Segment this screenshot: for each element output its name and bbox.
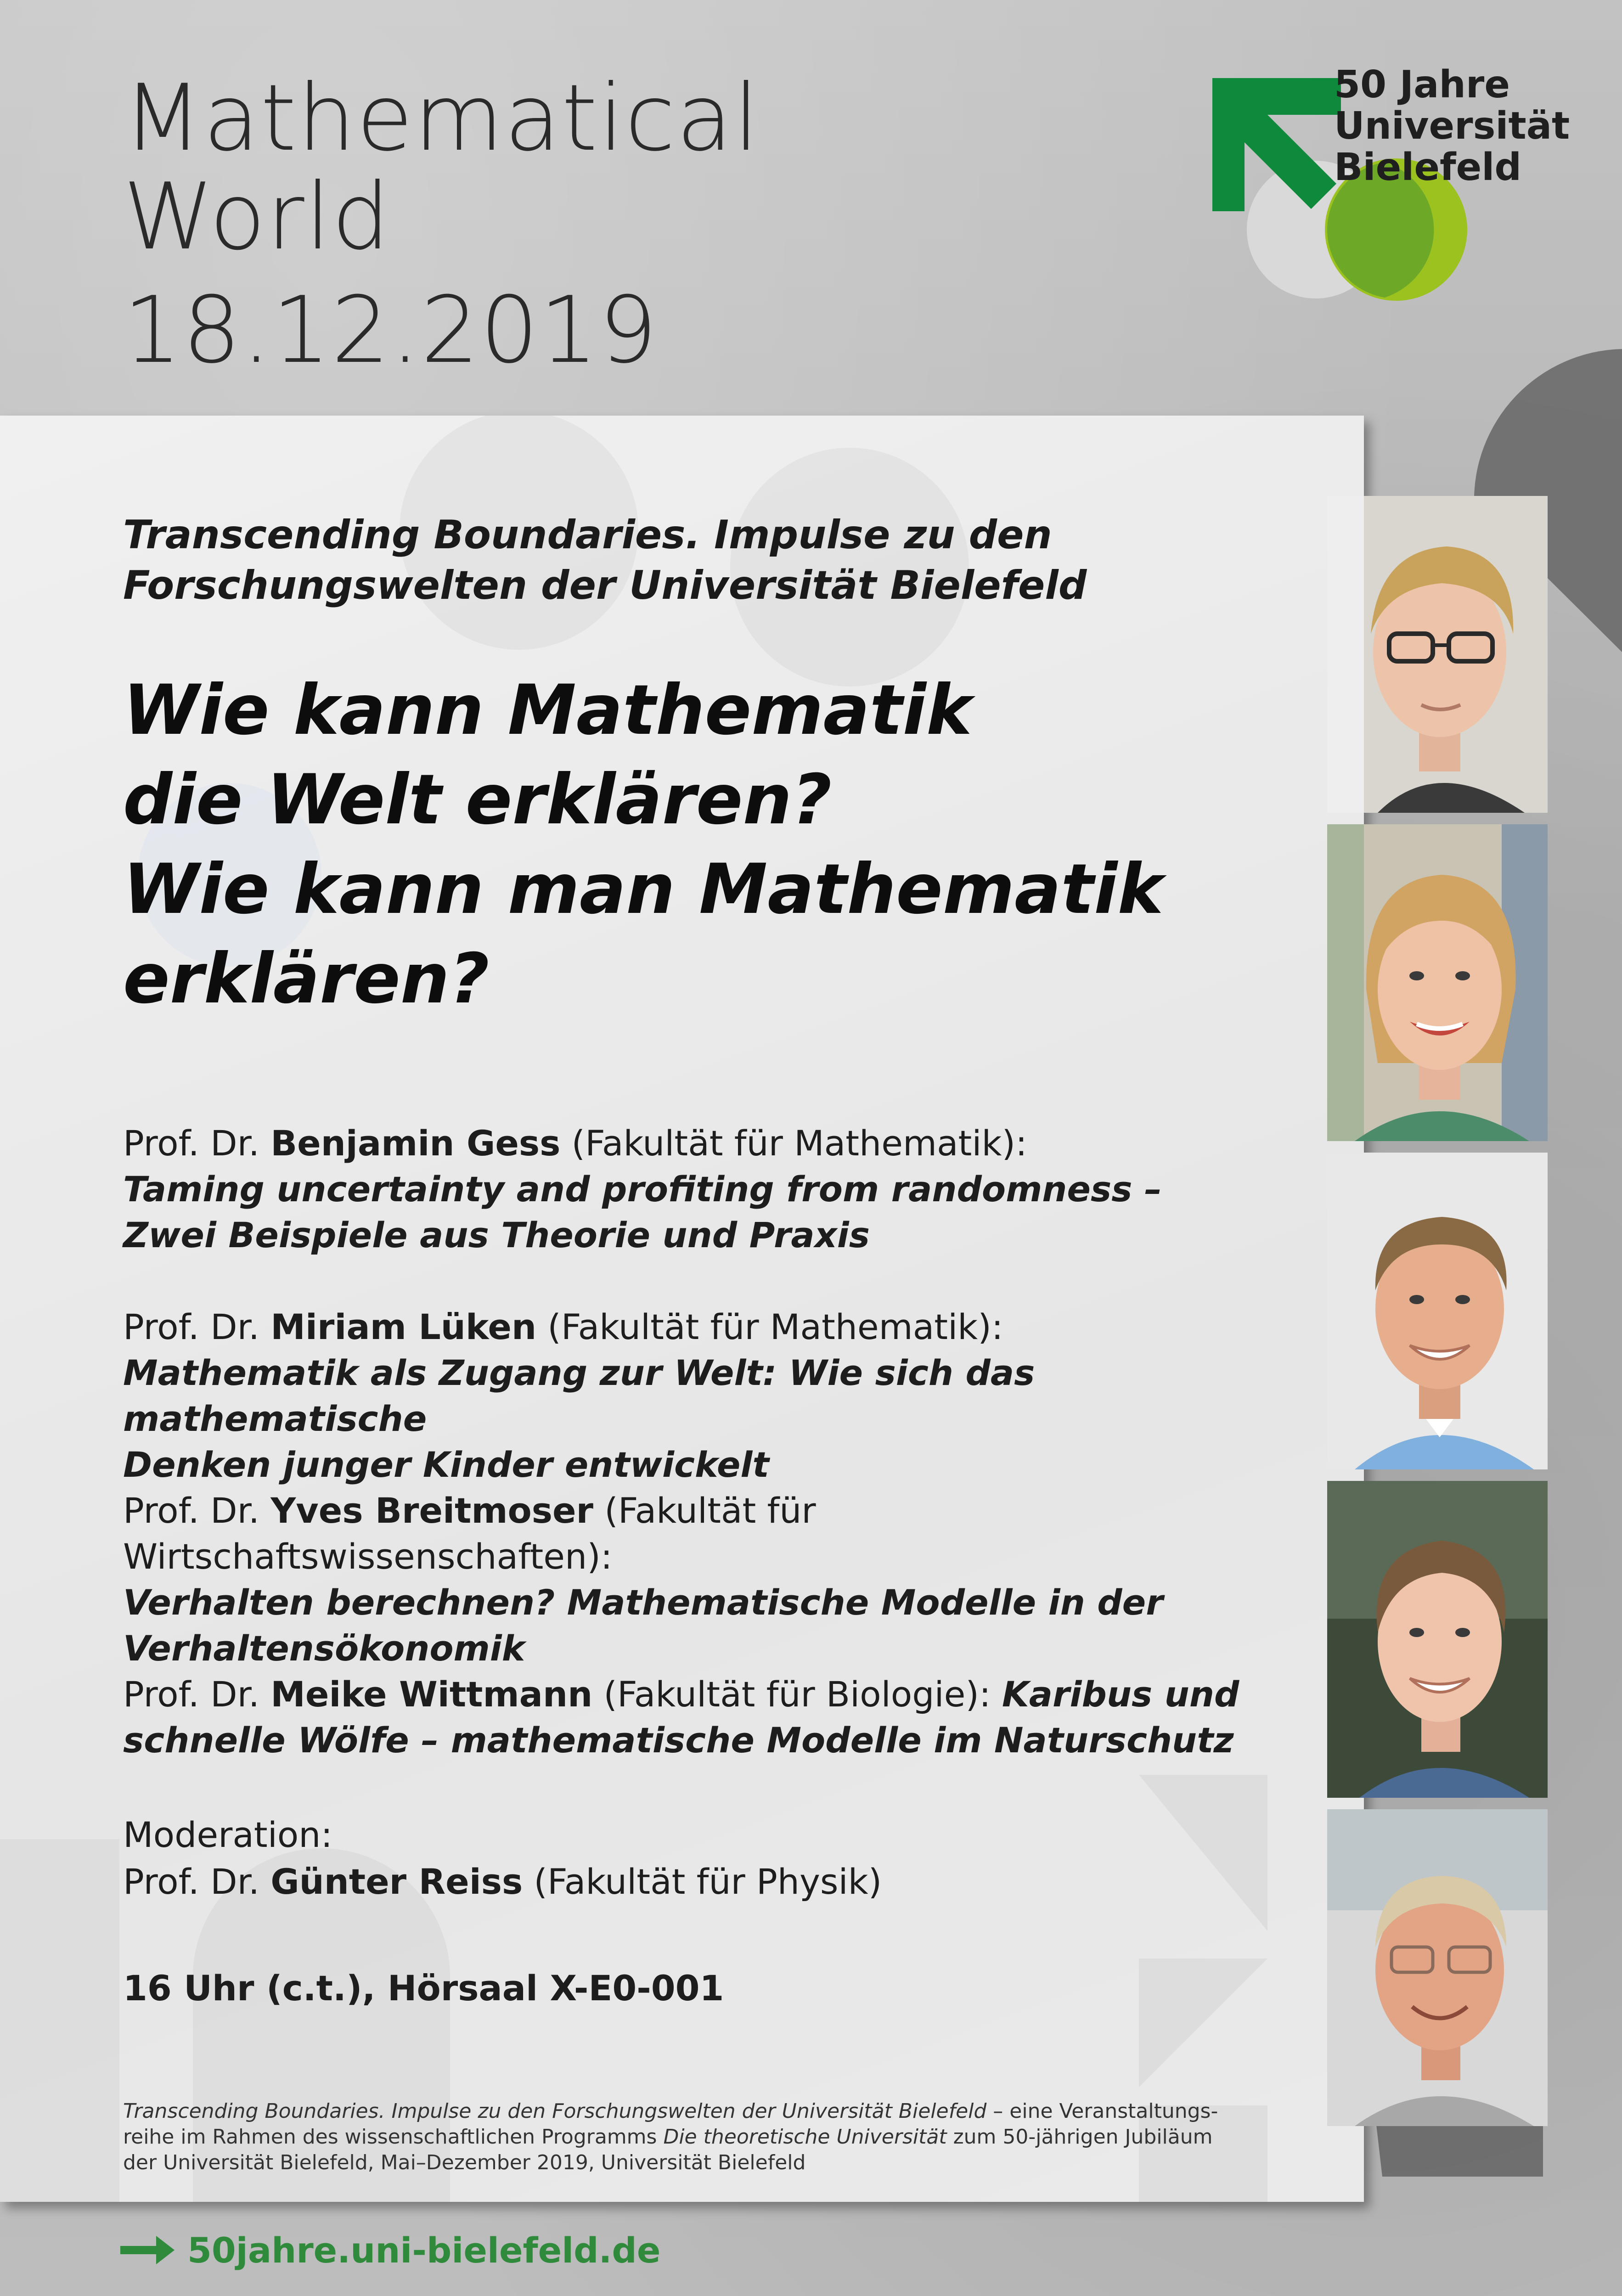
talk-lueken: [123, 1304, 1280, 1488]
talk-breitmoser: [123, 1488, 1280, 1671]
footnote: [123, 2099, 1299, 2176]
series-title: [123, 510, 1087, 611]
talk-topic-line-1: Verhalten berechnen? Mathematische Modelle in der: [123, 1582, 1163, 1623]
title-line-2: World: [123, 163, 391, 270]
main-question-heading: [123, 666, 1271, 1024]
website-url[interactable]: 50jahre.uni-bielefeld.de: [187, 2229, 661, 2271]
talk-topic-line-2: Denken junger Kinder entwickelt: [123, 1444, 769, 1485]
speaker-title: Prof. Dr.: [123, 1306, 271, 1347]
time-and-location: 16 Uhr (c.t.), Hörsaal X-E0-001: [123, 1968, 724, 2009]
speaker-photo-gess: [1327, 496, 1548, 813]
moderator-name: Günter Reiss: [270, 1861, 523, 1902]
speaker-name: Benjamin Gess: [270, 1123, 561, 1164]
footnote-text-3: zum 50-jährigen Jubiläum: [946, 2125, 1213, 2149]
talk-topic-line-1: Karibus und: [1002, 1674, 1239, 1715]
speaker-photo-wittmann: [1327, 1481, 1548, 1798]
speaker-photo-lueken: [1327, 824, 1548, 1141]
speaker-affiliation: (Fakultät für Wirtschaftswissenschaften):: [123, 1490, 816, 1577]
speaker-affiliation: (Fakultät für Mathematik):: [560, 1123, 1027, 1164]
question-line-1: Wie kann Mathematik: [123, 670, 972, 750]
series-title-line-2: Forschungswelten der Universität Bielefeld: [123, 563, 1087, 608]
talk-wittmann: [123, 1671, 1280, 1763]
talk-topic-line-1: Taming uncertainty and profiting from randomness –: [123, 1169, 1162, 1210]
speaker-photo-reiss: [1327, 1809, 1548, 2126]
moderator-title: Prof. Dr.: [123, 1861, 271, 1902]
footnote-text-2: reihe im Rahmen des wissenschaftlichen Programms: [123, 2125, 664, 2149]
speaker-title: Prof. Dr.: [123, 1674, 271, 1715]
speaker-affiliation: (Fakultät für Mathematik):: [536, 1306, 1003, 1347]
moderator-affiliation: (Fakultät für Physik): [523, 1861, 882, 1902]
question-line-2: die Welt erklären?: [123, 760, 832, 840]
logo-line-1: 50 Jahre: [1334, 63, 1510, 107]
event-title: [123, 65, 760, 384]
moderation-block: [123, 1812, 882, 1905]
speaker-photo-breitmoser: [1327, 1153, 1548, 1469]
talk-topic-line-2: schnelle Wölfe – mathematische Modelle im Naturschutz: [123, 1720, 1234, 1761]
title-line-1: Mathematical: [123, 65, 760, 172]
question-line-3: Wie kann man Mathematik: [123, 850, 1164, 929]
footnote-series-name: Transcending Boundaries. Impulse zu den Forschungswelten der Universität Bielefeld: [123, 2099, 987, 2123]
speaker-title: Prof. Dr.: [123, 1490, 271, 1531]
talk-topic-line-2: Verhaltensökonomik: [123, 1628, 525, 1669]
event-date: 18.12.2019: [123, 277, 659, 384]
talk-gess: [123, 1120, 1280, 1258]
logo-wordmark: [1334, 64, 1570, 188]
speaker-name: Yves Breitmoser: [270, 1490, 594, 1531]
footnote-program-name: Die theoretische Universität: [663, 2125, 947, 2149]
arrow-right-icon: [120, 2234, 175, 2266]
speaker-name: Meike Wittmann: [270, 1674, 593, 1715]
talk-topic-line-1: Mathematik als Zugang zur Welt: Wie sich das mathematische: [123, 1352, 1035, 1439]
speaker-name: Miriam Lüken: [270, 1306, 537, 1347]
footnote-text-4: der Universität Bielefeld, Mai–Dezember 2019, Universität Bielefeld: [123, 2151, 806, 2174]
talk-topic-line-2: Zwei Beispiele aus Theorie und Praxis: [123, 1215, 870, 1255]
question-line-4: erklären?: [123, 939, 490, 1019]
logo-line-2: Universität: [1334, 104, 1570, 148]
website-link[interactable]: [120, 2229, 661, 2271]
logo-line-3: Bielefeld: [1334, 146, 1522, 189]
speaker-title: Prof. Dr.: [123, 1123, 271, 1164]
footnote-text-1: – eine Veranstaltungs-: [986, 2099, 1218, 2123]
speaker-affiliation: (Fakultät für Biologie):: [592, 1674, 1002, 1715]
series-title-line-1: Transcending Boundaries. Impulse zu den: [123, 512, 1052, 558]
moderation-label: Moderation:: [123, 1814, 333, 1855]
